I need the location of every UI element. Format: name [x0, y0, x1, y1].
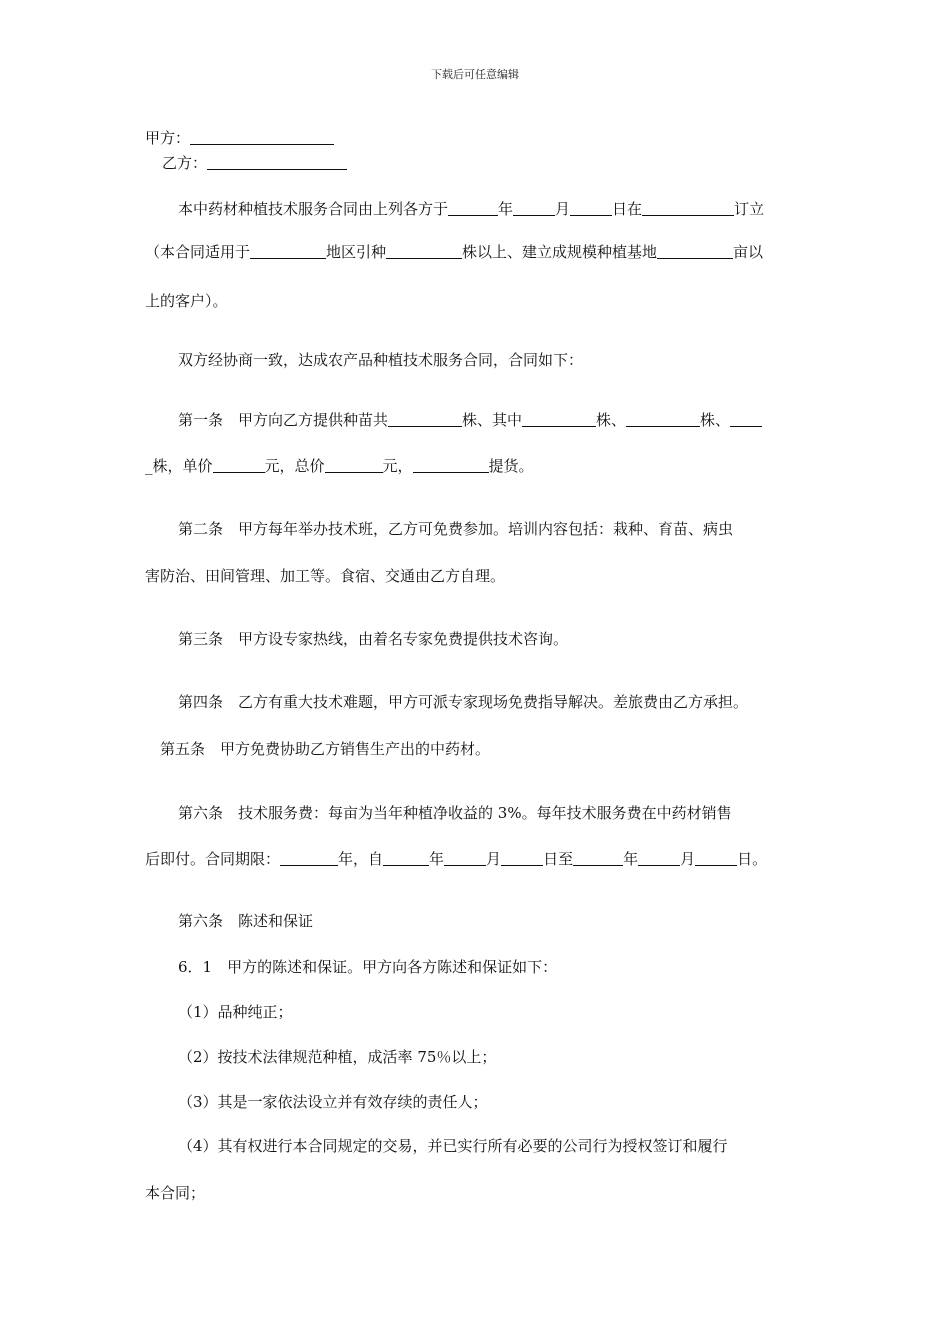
party-b-label: 乙方：: [162, 154, 208, 172]
intro-line-3: 上的客户）。: [145, 292, 228, 310]
article-text: 株、: [596, 411, 627, 429]
area-blank[interactable]: [657, 242, 733, 259]
end-year-blank[interactable]: [573, 849, 623, 866]
intro-text: 本中药材种植技术服务合同由上列各方于: [178, 200, 449, 218]
article-text: 年: [623, 850, 639, 868]
warranty-item-1: （1）品种纯正；: [178, 1003, 293, 1021]
section-6-1: 6．1 甲方的陈述和保证。甲方向各方陈述和保证如下：: [178, 958, 558, 976]
article-text: 元，: [382, 457, 413, 475]
article-text: 年: [429, 850, 445, 868]
article-2-line-1: 第二条 甲方每年举办技术班，乙方可免费参加。培训内容包括：栽种、育苗、病虫: [178, 520, 734, 538]
date-day-blank[interactable]: [570, 199, 612, 216]
date-month-blank[interactable]: [513, 199, 555, 216]
end-day-blank[interactable]: [695, 849, 737, 866]
article-text: 第一条 甲方向乙方提供种苗共: [178, 411, 389, 429]
article-text: 后即付。合同期限：: [145, 850, 281, 868]
party-b-blank[interactable]: [207, 153, 347, 170]
place-blank[interactable]: [642, 199, 734, 216]
article-2-line-2: 害防治、田间管理、加工等。食宿、交通由乙方自理。: [145, 567, 506, 585]
pickup-blank[interactable]: [413, 456, 489, 473]
party-a-line: [145, 128, 334, 148]
party-a-label: 甲方：: [145, 129, 191, 147]
seedling-a-blank[interactable]: [522, 410, 596, 427]
party-b-line: [162, 153, 347, 173]
intro-text: 年: [498, 200, 514, 218]
start-year-blank[interactable]: [383, 849, 429, 866]
unit-price-blank[interactable]: [213, 456, 265, 473]
article-text: 元，总价: [264, 457, 325, 475]
article-text: 日至: [543, 850, 574, 868]
seedling-c-blank[interactable]: [730, 410, 762, 427]
article-text: 月: [486, 850, 502, 868]
warranty-item-2: （2）按技术法律规范种植，成活率 75％以上；: [178, 1048, 497, 1066]
article-4: 第四条 乙方有重大技术难题，甲方可派专家现场免费指导解决。差旅费由乙方承担。: [178, 693, 749, 711]
intro-line-1: [178, 199, 764, 219]
intro-text: 亩以: [733, 243, 764, 261]
intro-text: 株以上、建立成规模种植基地: [462, 243, 658, 261]
intro-text: 日在: [612, 200, 643, 218]
article-text: 月: [680, 850, 696, 868]
term-years-blank[interactable]: [280, 849, 338, 866]
article-text: 日。: [737, 850, 768, 868]
region-blank[interactable]: [250, 242, 326, 259]
date-year-blank[interactable]: [448, 199, 498, 216]
intro-text: 地区引种: [326, 243, 387, 261]
warranty-item-4-line-1: （4）其有权进行本合同规定的交易，并已实行所有必要的公司行为授权签订和履行: [178, 1137, 728, 1155]
article-6-line-2: [145, 849, 767, 869]
article-text: _株，单价: [145, 457, 213, 475]
intro-line-2: [145, 242, 763, 262]
seedling-total-blank[interactable]: [388, 410, 462, 427]
consensus-paragraph: 双方经协商一致，达成农产品种植技术服务合同，合同如下：: [178, 351, 584, 369]
article-5: 第五条 甲方免费协助乙方销售生产出的中药材。: [160, 740, 491, 758]
article-1-line-2: [145, 456, 534, 476]
seedling-b-blank[interactable]: [626, 410, 700, 427]
intro-text: 月: [555, 200, 571, 218]
warranty-item-4-line-2: 本合同；: [145, 1184, 206, 1202]
start-month-blank[interactable]: [444, 849, 486, 866]
article-3: 第三条 甲方设专家热线，由着名专家免费提供技术咨询。: [178, 630, 569, 648]
start-day-blank[interactable]: [501, 849, 543, 866]
end-month-blank[interactable]: [638, 849, 680, 866]
article-6-line-1: 第六条 技术服务费：每亩为当年种植净收益的 3%。每年技术服务费在中药材销售: [178, 804, 732, 822]
article-text: 年，自: [338, 850, 384, 868]
intro-text: （本合同适用于: [145, 243, 251, 261]
total-price-blank[interactable]: [325, 456, 383, 473]
party-a-blank[interactable]: [190, 128, 334, 145]
header-note: 下载后可任意编辑: [431, 68, 519, 81]
article-text: 提货。: [488, 457, 534, 475]
intro-text: 订立: [734, 200, 765, 218]
warranty-item-3: （3）其是一家依法设立并有效存续的责任人；: [178, 1093, 488, 1111]
article-text: 株、其中: [462, 411, 523, 429]
article-text: 株、: [700, 411, 731, 429]
plant-count-blank[interactable]: [386, 242, 462, 259]
representations-title: 第六条 陈述和保证: [178, 912, 314, 930]
article-1-line-1: [178, 410, 762, 430]
